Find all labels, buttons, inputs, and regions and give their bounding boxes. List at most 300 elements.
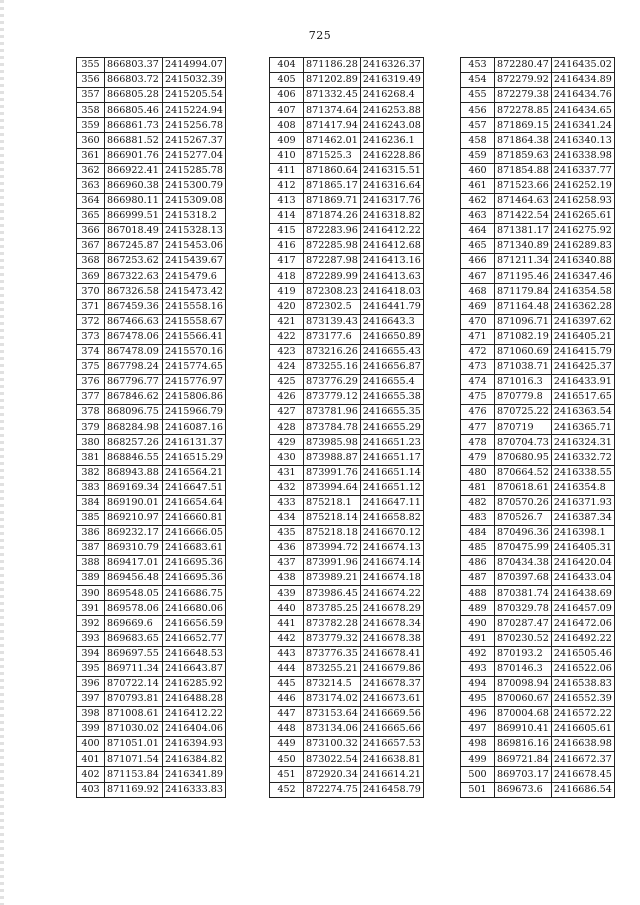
x-coordinate-cell: 871462.01 <box>304 133 361 148</box>
point-number-cell: 396 <box>77 676 105 691</box>
table-row <box>270 676 424 691</box>
x-coordinate-cell: 872920.34 <box>304 767 361 782</box>
x-coordinate-cell: 872283.96 <box>304 224 361 239</box>
y-coordinate-cell: 2416492.22 <box>551 631 614 646</box>
y-coordinate-cell: 2416338.55 <box>551 465 614 480</box>
y-coordinate-cell: 2416347.46 <box>551 269 614 284</box>
coordinate-table-2 <box>269 57 424 798</box>
x-coordinate-cell: 871153.84 <box>105 767 163 782</box>
x-coordinate-cell: 867796.77 <box>105 374 163 389</box>
point-number-cell: 366 <box>77 224 105 239</box>
y-coordinate-cell: 2416655.4 <box>360 374 423 389</box>
y-coordinate-cell: 2415558.67 <box>163 314 226 329</box>
table-row <box>270 390 424 405</box>
table-row <box>77 420 226 435</box>
table-row <box>270 782 424 797</box>
table-row <box>77 103 226 118</box>
table-row <box>461 359 615 374</box>
y-coordinate-cell: 2416678.45 <box>551 767 614 782</box>
x-coordinate-cell: 871374.64 <box>304 103 361 118</box>
y-coordinate-cell: 2415558.16 <box>163 299 226 314</box>
point-number-cell: 382 <box>77 465 105 480</box>
table-row <box>270 752 424 767</box>
table-row <box>461 420 615 435</box>
y-coordinate-cell: 2416678.34 <box>360 616 423 631</box>
point-number-cell: 429 <box>270 435 304 450</box>
point-number-cell: 372 <box>77 314 105 329</box>
point-number-cell: 457 <box>461 118 495 133</box>
x-coordinate-cell: 867466.63 <box>105 314 163 329</box>
table-row <box>461 450 615 465</box>
x-coordinate-cell: 873216.26 <box>304 344 361 359</box>
table-row <box>77 314 226 329</box>
x-coordinate-cell: 870704.73 <box>495 435 552 450</box>
x-coordinate-cell: 867459.36 <box>105 299 163 314</box>
point-number-cell: 422 <box>270 329 304 344</box>
y-coordinate-cell: 2416638.98 <box>551 737 614 752</box>
point-number-cell: 480 <box>461 465 495 480</box>
point-number-cell: 445 <box>270 676 304 691</box>
point-number-cell: 430 <box>270 450 304 465</box>
x-coordinate-cell: 866861.73 <box>105 118 163 133</box>
point-number-cell: 496 <box>461 707 495 722</box>
x-coordinate-cell: 868257.26 <box>105 435 163 450</box>
y-coordinate-cell: 2416686.54 <box>551 782 614 797</box>
y-coordinate-cell: 2416488.28 <box>163 691 226 706</box>
table-row <box>461 767 615 782</box>
x-coordinate-cell: 873134.06 <box>304 722 361 737</box>
y-coordinate-cell: 2416425.37 <box>551 359 614 374</box>
point-number-cell: 406 <box>270 88 304 103</box>
table-row <box>77 571 226 586</box>
point-number-cell: 499 <box>461 752 495 767</box>
y-coordinate-cell: 2416326.37 <box>360 58 423 73</box>
x-coordinate-cell: 871071.54 <box>105 752 163 767</box>
point-number-cell: 495 <box>461 691 495 706</box>
x-coordinate-cell: 873153.64 <box>304 707 361 722</box>
table-row <box>270 571 424 586</box>
x-coordinate-cell: 872279.92 <box>495 73 552 88</box>
y-coordinate-cell: 2416258.93 <box>551 193 614 208</box>
point-number-cell: 466 <box>461 254 495 269</box>
y-coordinate-cell: 2416665.66 <box>360 722 423 737</box>
y-coordinate-cell: 2416434.65 <box>551 103 614 118</box>
y-coordinate-cell: 2416405.31 <box>551 541 614 556</box>
point-number-cell: 383 <box>77 480 105 495</box>
point-number-cell: 444 <box>270 661 304 676</box>
y-coordinate-cell: 2415267.37 <box>163 133 226 148</box>
x-coordinate-cell: 871169.92 <box>105 782 163 797</box>
point-number-cell: 501 <box>461 782 495 797</box>
y-coordinate-cell: 2416337.77 <box>551 163 614 178</box>
point-number-cell: 443 <box>270 646 304 661</box>
y-coordinate-cell: 2416672.37 <box>551 752 614 767</box>
table-row <box>77 239 226 254</box>
coordinate-table-body <box>461 58 615 798</box>
table-row <box>461 73 615 88</box>
point-number-cell: 385 <box>77 510 105 525</box>
x-coordinate-cell: 872278.85 <box>495 103 552 118</box>
point-number-cell: 387 <box>77 541 105 556</box>
table-row <box>270 193 424 208</box>
x-coordinate-cell: 875218.14 <box>304 510 361 525</box>
y-coordinate-cell: 2416316.64 <box>360 178 423 193</box>
table-row <box>461 118 615 133</box>
point-number-cell: 369 <box>77 269 105 284</box>
table-row <box>270 661 424 676</box>
table-row <box>270 269 424 284</box>
y-coordinate-cell: 2416458.79 <box>360 782 423 797</box>
table-row <box>77 299 226 314</box>
table-row <box>461 239 615 254</box>
point-number-cell: 359 <box>77 118 105 133</box>
y-coordinate-cell: 2416650.89 <box>360 329 423 344</box>
point-number-cell: 483 <box>461 510 495 525</box>
table-row <box>461 284 615 299</box>
x-coordinate-cell: 873988.87 <box>304 450 361 465</box>
table-row <box>77 722 226 737</box>
point-number-cell: 469 <box>461 299 495 314</box>
point-number-cell: 404 <box>270 58 304 73</box>
y-coordinate-cell: 2416315.51 <box>360 163 423 178</box>
x-coordinate-cell: 873100.32 <box>304 737 361 752</box>
x-coordinate-cell: 870287.47 <box>495 616 552 631</box>
x-coordinate-cell: 867478.06 <box>105 329 163 344</box>
table-row <box>461 737 615 752</box>
x-coordinate-cell: 869683.65 <box>105 631 163 646</box>
y-coordinate-cell: 2416404.06 <box>163 722 226 737</box>
table-row <box>77 465 226 480</box>
point-number-cell: 471 <box>461 329 495 344</box>
y-coordinate-cell: 2416695.36 <box>163 556 226 571</box>
table-row <box>461 269 615 284</box>
point-number-cell: 488 <box>461 586 495 601</box>
table-row <box>77 767 226 782</box>
point-number-cell: 446 <box>270 691 304 706</box>
point-number-cell: 482 <box>461 495 495 510</box>
x-coordinate-cell: 870475.99 <box>495 541 552 556</box>
table-row <box>270 737 424 752</box>
y-coordinate-cell: 2415256.78 <box>163 118 226 133</box>
table-row <box>270 465 424 480</box>
y-coordinate-cell: 2416397.62 <box>551 314 614 329</box>
x-coordinate-cell: 873785.25 <box>304 601 361 616</box>
point-number-cell: 477 <box>461 420 495 435</box>
point-number-cell: 440 <box>270 601 304 616</box>
x-coordinate-cell: 871179.84 <box>495 284 552 299</box>
point-number-cell: 411 <box>270 163 304 178</box>
table-row <box>77 58 226 73</box>
y-coordinate-cell: 2415205.54 <box>163 88 226 103</box>
table-row <box>270 646 424 661</box>
table-row <box>270 88 424 103</box>
point-number-cell: 405 <box>270 73 304 88</box>
x-coordinate-cell: 873994.72 <box>304 541 361 556</box>
y-coordinate-cell: 2415309.08 <box>163 193 226 208</box>
table-row <box>461 435 615 450</box>
coordinate-table-3 <box>460 57 615 798</box>
table-row <box>461 224 615 239</box>
x-coordinate-cell: 871332.45 <box>304 88 361 103</box>
table-row <box>77 148 226 163</box>
point-number-cell: 378 <box>77 405 105 420</box>
y-coordinate-cell: 2415439.67 <box>163 254 226 269</box>
point-number-cell: 435 <box>270 525 304 540</box>
table-row <box>461 163 615 178</box>
x-coordinate-cell: 869669.6 <box>105 616 163 631</box>
y-coordinate-cell: 2416656.59 <box>163 616 226 631</box>
y-coordinate-cell: 2416324.31 <box>551 435 614 450</box>
y-coordinate-cell: 2416647.11 <box>360 495 423 510</box>
table-row <box>461 752 615 767</box>
point-number-cell: 428 <box>270 420 304 435</box>
x-coordinate-cell: 871082.19 <box>495 329 552 344</box>
y-coordinate-cell: 2416354.58 <box>551 284 614 299</box>
point-number-cell: 403 <box>77 782 105 797</box>
y-coordinate-cell: 2416648.53 <box>163 646 226 661</box>
y-coordinate-cell: 2415277.04 <box>163 148 226 163</box>
point-number-cell: 379 <box>77 420 105 435</box>
y-coordinate-cell: 2416654.64 <box>163 495 226 510</box>
x-coordinate-cell: 873776.29 <box>304 374 361 389</box>
y-coordinate-cell: 2414994.07 <box>163 58 226 73</box>
x-coordinate-cell: 873782.28 <box>304 616 361 631</box>
table-row <box>77 344 226 359</box>
point-number-cell: 442 <box>270 631 304 646</box>
point-number-cell: 357 <box>77 88 105 103</box>
table-row <box>77 73 226 88</box>
point-number-cell: 460 <box>461 163 495 178</box>
y-coordinate-cell: 2416678.38 <box>360 631 423 646</box>
x-coordinate-cell: 866960.38 <box>105 178 163 193</box>
y-coordinate-cell: 2416412.68 <box>360 239 423 254</box>
y-coordinate-cell: 2416438.69 <box>551 586 614 601</box>
table-row <box>461 480 615 495</box>
y-coordinate-cell: 2416680.06 <box>163 601 226 616</box>
x-coordinate-cell: 872308.23 <box>304 284 361 299</box>
table-row <box>270 405 424 420</box>
x-coordinate-cell: 871202.89 <box>304 73 361 88</box>
table-row <box>461 676 615 691</box>
x-coordinate-cell: 871340.89 <box>495 239 552 254</box>
x-coordinate-cell: 871016.3 <box>495 374 552 389</box>
table-row <box>77 359 226 374</box>
point-number-cell: 474 <box>461 374 495 389</box>
point-number-cell: 427 <box>270 405 304 420</box>
y-coordinate-cell: 2416670.12 <box>360 525 423 540</box>
point-number-cell: 381 <box>77 450 105 465</box>
point-number-cell: 500 <box>461 767 495 782</box>
x-coordinate-cell: 870793.81 <box>105 691 163 706</box>
y-coordinate-cell: 2416686.75 <box>163 586 226 601</box>
point-number-cell: 479 <box>461 450 495 465</box>
x-coordinate-cell: 867846.62 <box>105 390 163 405</box>
table-row <box>77 254 226 269</box>
x-coordinate-cell: 871060.69 <box>495 344 552 359</box>
point-number-cell: 420 <box>270 299 304 314</box>
point-number-cell: 388 <box>77 556 105 571</box>
point-number-cell: 425 <box>270 374 304 389</box>
y-coordinate-cell: 2416268.4 <box>360 88 423 103</box>
point-number-cell: 432 <box>270 480 304 495</box>
table-row <box>461 707 615 722</box>
y-coordinate-cell: 2416695.36 <box>163 571 226 586</box>
y-coordinate-cell: 2416614.21 <box>360 767 423 782</box>
x-coordinate-cell: 873781.96 <box>304 405 361 420</box>
point-number-cell: 355 <box>77 58 105 73</box>
x-coordinate-cell: 869417.01 <box>105 556 163 571</box>
table-row <box>77 88 226 103</box>
point-number-cell: 393 <box>77 631 105 646</box>
point-number-cell: 368 <box>77 254 105 269</box>
table-row <box>270 510 424 525</box>
x-coordinate-cell: 871864.38 <box>495 133 552 148</box>
x-coordinate-cell: 869210.97 <box>105 510 163 525</box>
x-coordinate-cell: 869310.79 <box>105 541 163 556</box>
x-coordinate-cell: 871464.63 <box>495 193 552 208</box>
x-coordinate-cell: 872280.47 <box>495 58 552 73</box>
table-row <box>270 450 424 465</box>
coordinate-table-body <box>270 58 424 798</box>
point-number-cell: 438 <box>270 571 304 586</box>
point-number-cell: 454 <box>461 73 495 88</box>
table-row <box>461 254 615 269</box>
point-number-cell: 426 <box>270 390 304 405</box>
point-number-cell: 459 <box>461 148 495 163</box>
table-row <box>77 163 226 178</box>
table-row <box>270 525 424 540</box>
x-coordinate-cell: 866999.51 <box>105 208 163 223</box>
x-coordinate-cell: 870193.2 <box>495 646 552 661</box>
point-number-cell: 392 <box>77 616 105 631</box>
x-coordinate-cell: 873776.35 <box>304 646 361 661</box>
point-number-cell: 408 <box>270 118 304 133</box>
x-coordinate-cell: 870496.36 <box>495 525 552 540</box>
point-number-cell: 481 <box>461 480 495 495</box>
table-row <box>461 541 615 556</box>
x-coordinate-cell: 869673.6 <box>495 782 552 797</box>
point-number-cell: 433 <box>270 495 304 510</box>
point-number-cell: 452 <box>270 782 304 797</box>
y-coordinate-cell: 2416340.88 <box>551 254 614 269</box>
x-coordinate-cell: 871051.01 <box>105 737 163 752</box>
table-row <box>270 767 424 782</box>
point-number-cell: 407 <box>270 103 304 118</box>
point-number-cell: 434 <box>270 510 304 525</box>
y-coordinate-cell: 2416515.29 <box>163 450 226 465</box>
table-row <box>77 390 226 405</box>
x-coordinate-cell: 868096.75 <box>105 405 163 420</box>
table-row <box>461 299 615 314</box>
point-number-cell: 464 <box>461 224 495 239</box>
x-coordinate-cell: 871874.26 <box>304 208 361 223</box>
point-number-cell: 409 <box>270 133 304 148</box>
y-coordinate-cell: 2416674.18 <box>360 571 423 586</box>
x-coordinate-cell: 873991.96 <box>304 556 361 571</box>
point-number-cell: 375 <box>77 359 105 374</box>
y-coordinate-cell: 2415566.41 <box>163 329 226 344</box>
table-row <box>270 163 424 178</box>
point-number-cell: 389 <box>77 571 105 586</box>
table-row <box>270 178 424 193</box>
x-coordinate-cell: 872279.38 <box>495 88 552 103</box>
y-coordinate-cell: 2416434.76 <box>551 88 614 103</box>
table-row <box>461 571 615 586</box>
y-coordinate-cell: 2416679.86 <box>360 661 423 676</box>
y-coordinate-cell: 2416651.14 <box>360 465 423 480</box>
table-row <box>461 510 615 525</box>
point-number-cell: 418 <box>270 269 304 284</box>
y-coordinate-cell: 2415806.86 <box>163 390 226 405</box>
point-number-cell: 395 <box>77 661 105 676</box>
x-coordinate-cell: 871195.46 <box>495 269 552 284</box>
table-row <box>270 314 424 329</box>
table-row <box>461 148 615 163</box>
table-row <box>270 374 424 389</box>
y-coordinate-cell: 2415479.6 <box>163 269 226 284</box>
x-coordinate-cell: 873214.5 <box>304 676 361 691</box>
point-number-cell: 398 <box>77 707 105 722</box>
y-coordinate-cell: 2416338.98 <box>551 148 614 163</box>
table-row <box>77 224 226 239</box>
point-number-cell: 453 <box>461 58 495 73</box>
point-number-cell: 373 <box>77 329 105 344</box>
y-coordinate-cell: 2416651.12 <box>360 480 423 495</box>
table-row <box>270 707 424 722</box>
y-coordinate-cell: 2416435.02 <box>551 58 614 73</box>
table-row <box>77 510 226 525</box>
y-coordinate-cell: 2416265.61 <box>551 208 614 223</box>
y-coordinate-cell: 2416087.16 <box>163 420 226 435</box>
table-row <box>270 541 424 556</box>
table-row <box>77 435 226 450</box>
x-coordinate-cell: 867478.09 <box>105 344 163 359</box>
y-coordinate-cell: 2416433.91 <box>551 374 614 389</box>
table-row <box>270 344 424 359</box>
scan-edge-artifact <box>0 0 4 905</box>
table-row <box>77 616 226 631</box>
x-coordinate-cell: 868284.98 <box>105 420 163 435</box>
x-coordinate-cell: 870146.3 <box>495 661 552 676</box>
point-number-cell: 431 <box>270 465 304 480</box>
point-number-cell: 365 <box>77 208 105 223</box>
table-row <box>77 676 226 691</box>
y-coordinate-cell: 2416655.43 <box>360 344 423 359</box>
y-coordinate-cell: 2416457.09 <box>551 601 614 616</box>
table-row <box>270 239 424 254</box>
point-number-cell: 498 <box>461 737 495 752</box>
table-row <box>270 631 424 646</box>
y-coordinate-cell: 2416354.8 <box>551 480 614 495</box>
table-row <box>461 178 615 193</box>
table-row <box>77 450 226 465</box>
x-coordinate-cell: 866922.41 <box>105 163 163 178</box>
table-row <box>461 208 615 223</box>
point-number-cell: 413 <box>270 193 304 208</box>
table-row <box>461 314 615 329</box>
y-coordinate-cell: 2416332.72 <box>551 450 614 465</box>
point-number-cell: 447 <box>270 707 304 722</box>
y-coordinate-cell: 2416552.39 <box>551 691 614 706</box>
table-row <box>461 58 615 73</box>
x-coordinate-cell: 870618.61 <box>495 480 552 495</box>
y-coordinate-cell: 2416678.29 <box>360 601 423 616</box>
y-coordinate-cell: 2416413.63 <box>360 269 423 284</box>
x-coordinate-cell: 872289.99 <box>304 269 361 284</box>
point-number-cell: 410 <box>270 148 304 163</box>
table-row <box>270 58 424 73</box>
y-coordinate-cell: 2416413.16 <box>360 254 423 269</box>
